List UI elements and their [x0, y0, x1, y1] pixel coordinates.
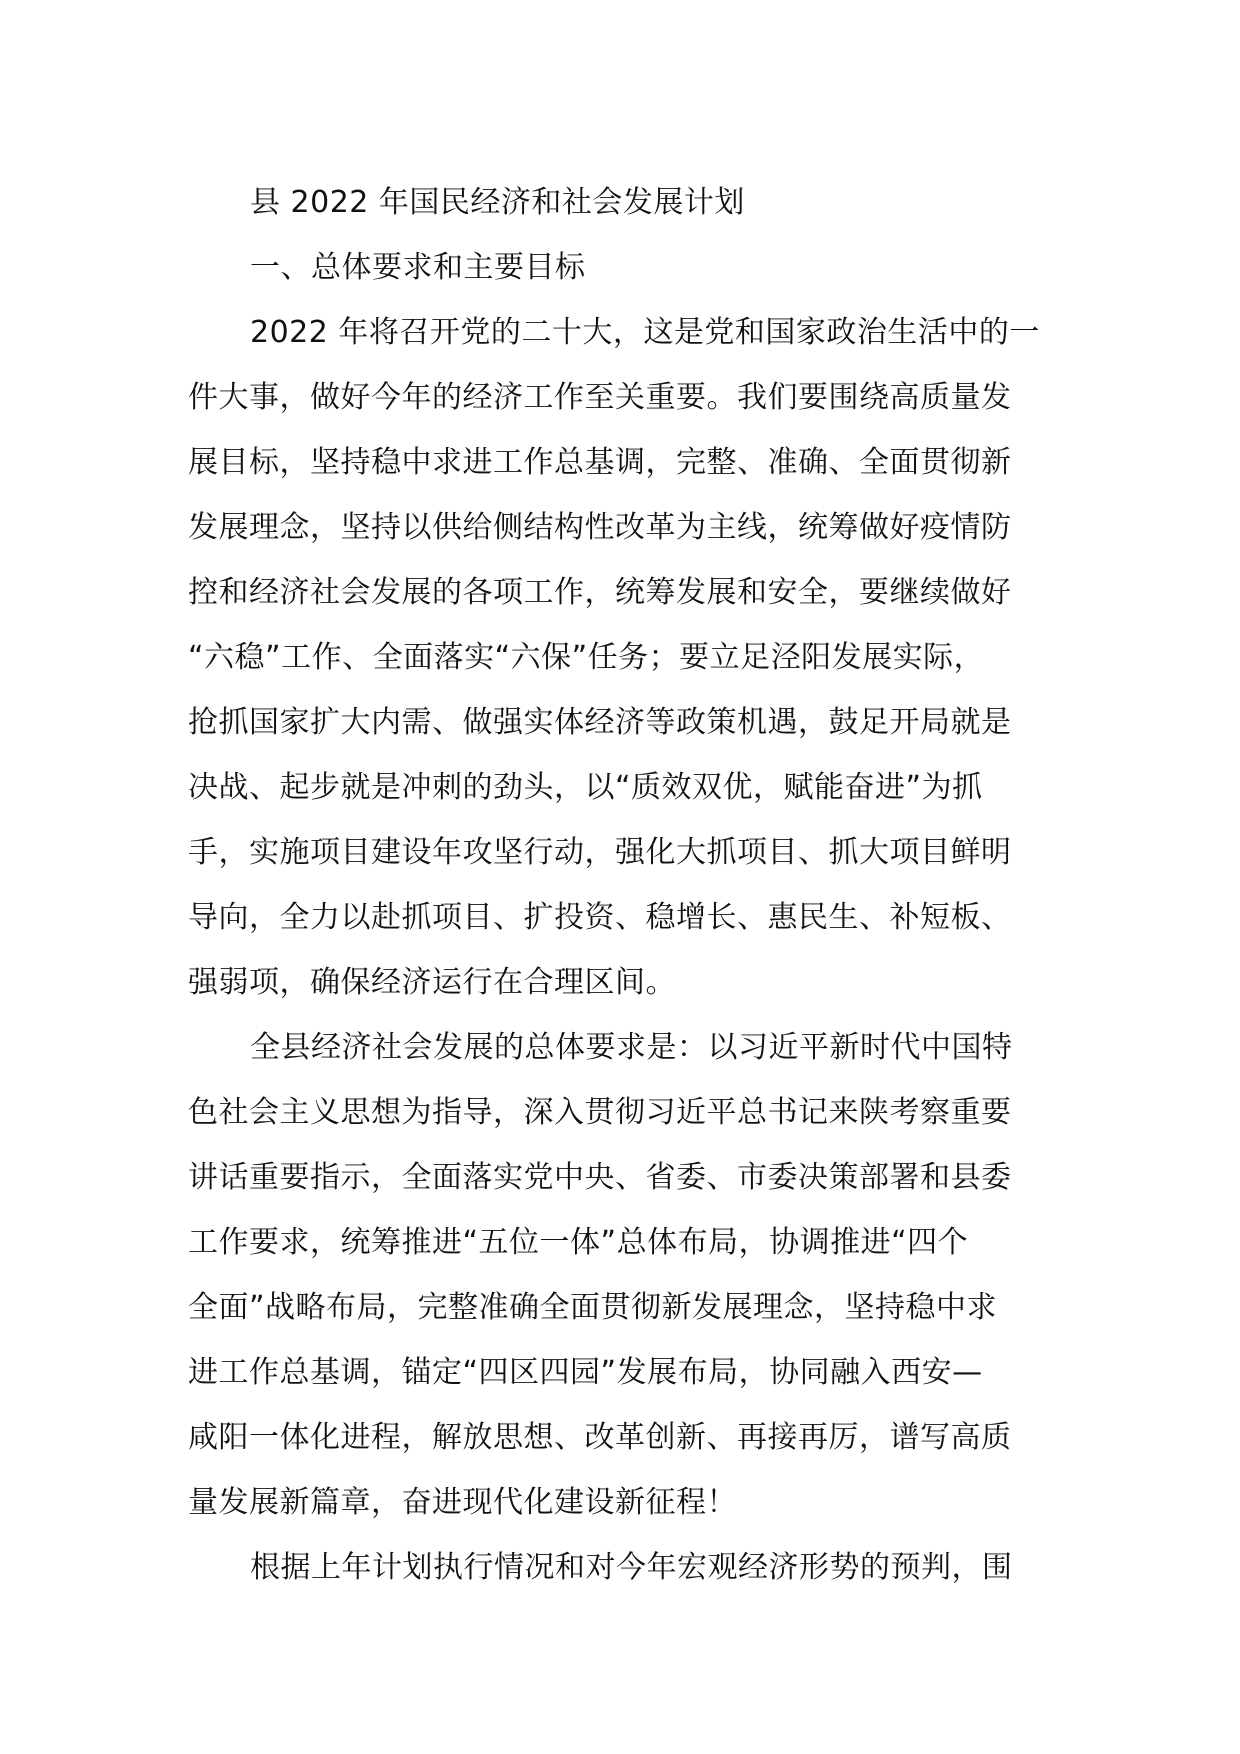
paragraph-line: 全县经济社会发展的总体要求是：以习近平新时代中国特 — [250, 1030, 1013, 1065]
paragraph-line: 抢抓国家扩大内需、做强实体经济等政策机遇，鼓足开局就是 — [188, 705, 1012, 740]
paragraph-line: 展目标，坚持稳中求进工作总基调，完整、准确、全面贯彻新 — [188, 445, 1012, 480]
paragraph-line: 全面”战略布局，完整准确全面贯彻新发展理念，坚持稳中求 — [188, 1290, 998, 1325]
paragraph-line: 决战、起步就是冲刺的劲头，以“质效双优，赋能奋进”为抓 — [188, 770, 983, 805]
paragraph-line: “六稳”工作、全面落实“六保”任务；要立足泾阳发展实际， — [188, 640, 985, 675]
document-title: 县 2022 年国民经济和社会发展计划 — [250, 185, 745, 220]
paragraph-line: 发展理念，坚持以供给侧结构性改革为主线，统筹做好疫情防 — [188, 510, 1012, 545]
paragraph-line: 进工作总基调，锚定“四区四园”发展布局，协同融入西安— — [188, 1355, 983, 1390]
paragraph-line: 手，实施项目建设年攻坚行动，强化大抓项目、抓大项目鲜明 — [188, 835, 1012, 870]
paragraph-line: 讲话重要指示，全面落实党中央、省委、市委决策部署和县委 — [188, 1160, 1012, 1195]
paragraph-line: 件大事，做好今年的经济工作至关重要。我们要围绕高质量发 — [188, 380, 1012, 415]
paragraph-line: 2022 年将召开党的二十大，这是党和国家政治生活中的一 — [250, 315, 1040, 350]
paragraph-line: 根据上年计划执行情况和对今年宏观经济形势的预判，围 — [250, 1550, 1013, 1585]
paragraph-line: 量发展新篇章，奋进现代化建设新征程！ — [188, 1485, 737, 1520]
paragraph-2 — [188, 1015, 1058, 1535]
paragraph-3 — [188, 1535, 1058, 1600]
paragraph-line: 咸阳一体化进程，解放思想、改革创新、再接再厉，谱写高质 — [188, 1420, 1012, 1455]
paragraph-line: 导向，全力以赴抓项目、扩投资、稳增长、惠民生、补短板、 — [188, 900, 1012, 935]
section-heading: 一、总体要求和主要目标 — [250, 250, 586, 285]
document-body — [188, 170, 1058, 1600]
paragraph-line: 控和经济社会发展的各项工作，统筹发展和安全，要继续做好 — [188, 575, 1012, 610]
paragraph-1 — [188, 300, 1058, 1015]
paragraph-line: 工作要求，统筹推进“五位一体”总体布局，协调推进“四个 — [188, 1225, 969, 1260]
paragraph-line: 色社会主义思想为指导，深入贯彻习近平总书记来陕考察重要 — [188, 1095, 1012, 1130]
paragraph-line: 强弱项，确保经济运行在合理区间。 — [188, 965, 676, 1000]
